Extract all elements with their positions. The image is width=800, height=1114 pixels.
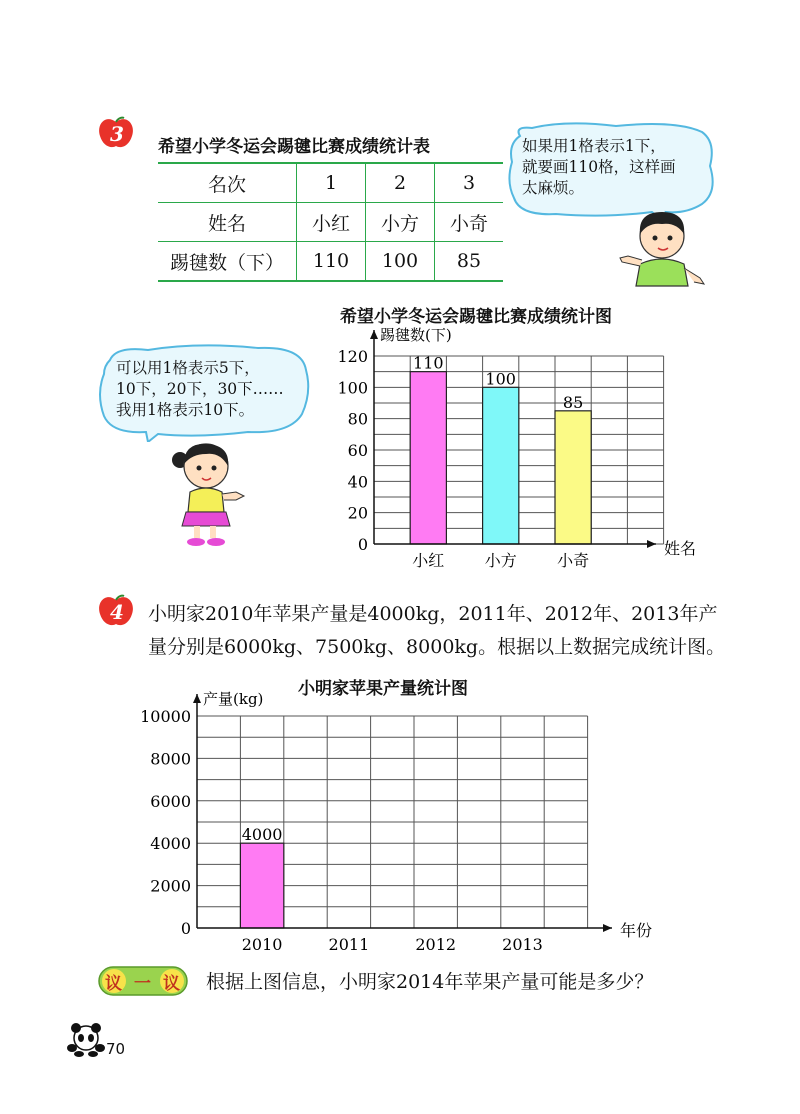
data-label: 110: [413, 353, 444, 373]
y-axis-arrow: [193, 694, 201, 703]
x-tick-label: 2012: [415, 935, 457, 954]
bar: [483, 387, 519, 544]
skipping-score-bar-chart: [330, 326, 710, 576]
table-cell: 100: [366, 242, 435, 282]
y-axis-arrow: [370, 330, 378, 339]
y-tick-label: 2000: [150, 876, 191, 896]
table-cell: 110: [297, 242, 366, 282]
table-cell: 2: [366, 163, 435, 203]
discuss-text: 根据上图信息，小明家2014年苹果产量可能是多少？: [206, 971, 654, 993]
x-tick-label: 2013: [502, 935, 543, 954]
table-cell: 小奇: [435, 203, 504, 242]
y-tick-label: 100: [337, 378, 368, 398]
table-cell: 小方: [366, 203, 435, 242]
data-label: 100: [485, 369, 516, 389]
table-cell: 小红: [297, 203, 366, 242]
problem-4-text: [148, 598, 725, 664]
problem-4-line-1: 小明家2010年苹果产量是4000kg，2011年、2012年、2013年产: [148, 603, 718, 625]
x-tick-label: 小红: [412, 551, 445, 570]
x-tick-label: 小奇: [557, 551, 590, 570]
y-tick-label: 40: [347, 472, 368, 492]
y-tick-label: 4000: [150, 834, 191, 854]
problem-4-number: 4: [110, 600, 124, 624]
table-row: [158, 242, 503, 282]
discuss-badge-char-3: 议: [163, 974, 180, 994]
table-title: 希望小学冬运会踢毽比赛成绩统计表: [158, 137, 430, 157]
bar: [240, 843, 283, 928]
y-tick-label: 8000: [150, 749, 191, 769]
table-cell: 踢毽数（下）: [158, 242, 297, 282]
y-axis-label: 产量(kg): [203, 690, 264, 708]
problem-3-apple-icon: [96, 116, 136, 150]
data-label: 85: [562, 392, 584, 412]
y-tick-label: 60: [347, 441, 368, 460]
data-label: 4000: [241, 825, 283, 845]
panda-icon: [66, 1020, 106, 1058]
table-cell: 姓名: [158, 203, 297, 242]
boy-character-illustration: [618, 206, 708, 288]
y-tick-label: 20: [347, 503, 368, 523]
bar: [410, 372, 446, 544]
discuss-badge-char-1: 议: [105, 974, 122, 994]
y-tick-label: 10000: [140, 707, 191, 726]
page-number: 70: [106, 1040, 126, 1058]
discuss-badge-char-2: 一: [134, 974, 151, 994]
x-axis-label: 年份: [620, 921, 653, 940]
problem-4-line-2: 量分别是6000kg、7500kg、8000kg。根据以上数据完成统计图。: [148, 636, 726, 658]
table-cell: 3: [435, 163, 504, 203]
table-cell: 1: [297, 163, 366, 203]
table-cell: 85: [435, 242, 504, 282]
chart1-title: 希望小学冬运会踢毽比赛成绩统计图: [340, 307, 612, 327]
girl-bubble-text: 可以用1格表示5下， 10下，20下，30下…… 我用1格表示10下。: [116, 359, 284, 419]
y-tick-label: 80: [347, 409, 368, 429]
problem-4-apple-icon: [96, 594, 136, 628]
apple-production-bar-chart: [130, 690, 670, 960]
table-cell: 名次: [158, 163, 297, 203]
y-tick-label: 6000: [150, 791, 191, 811]
x-axis-arrow: [603, 924, 612, 932]
x-tick-label: 2010: [241, 935, 283, 954]
x-axis-label: 姓名: [664, 539, 697, 558]
x-tick-label: 2011: [328, 935, 370, 954]
chart2-title: 小明家苹果产量统计图: [298, 679, 468, 699]
table-row: [158, 203, 503, 242]
problem-3-number: 3: [110, 122, 124, 146]
bar: [555, 411, 591, 544]
x-tick-label: 小方: [484, 551, 517, 570]
girl-character-illustration: [170, 440, 250, 548]
discuss-badge: [98, 966, 188, 996]
y-tick-label: 0: [180, 919, 191, 938]
score-table: [158, 162, 503, 282]
table-row: [158, 163, 503, 203]
y-tick-label: 120: [337, 347, 368, 366]
y-axis-label: 踢毽数(下): [380, 326, 452, 344]
y-tick-label: 0: [357, 535, 368, 554]
boy-bubble-text: 如果用1格表示1下， 就要画110格，这样画 太麻烦。: [522, 137, 676, 197]
